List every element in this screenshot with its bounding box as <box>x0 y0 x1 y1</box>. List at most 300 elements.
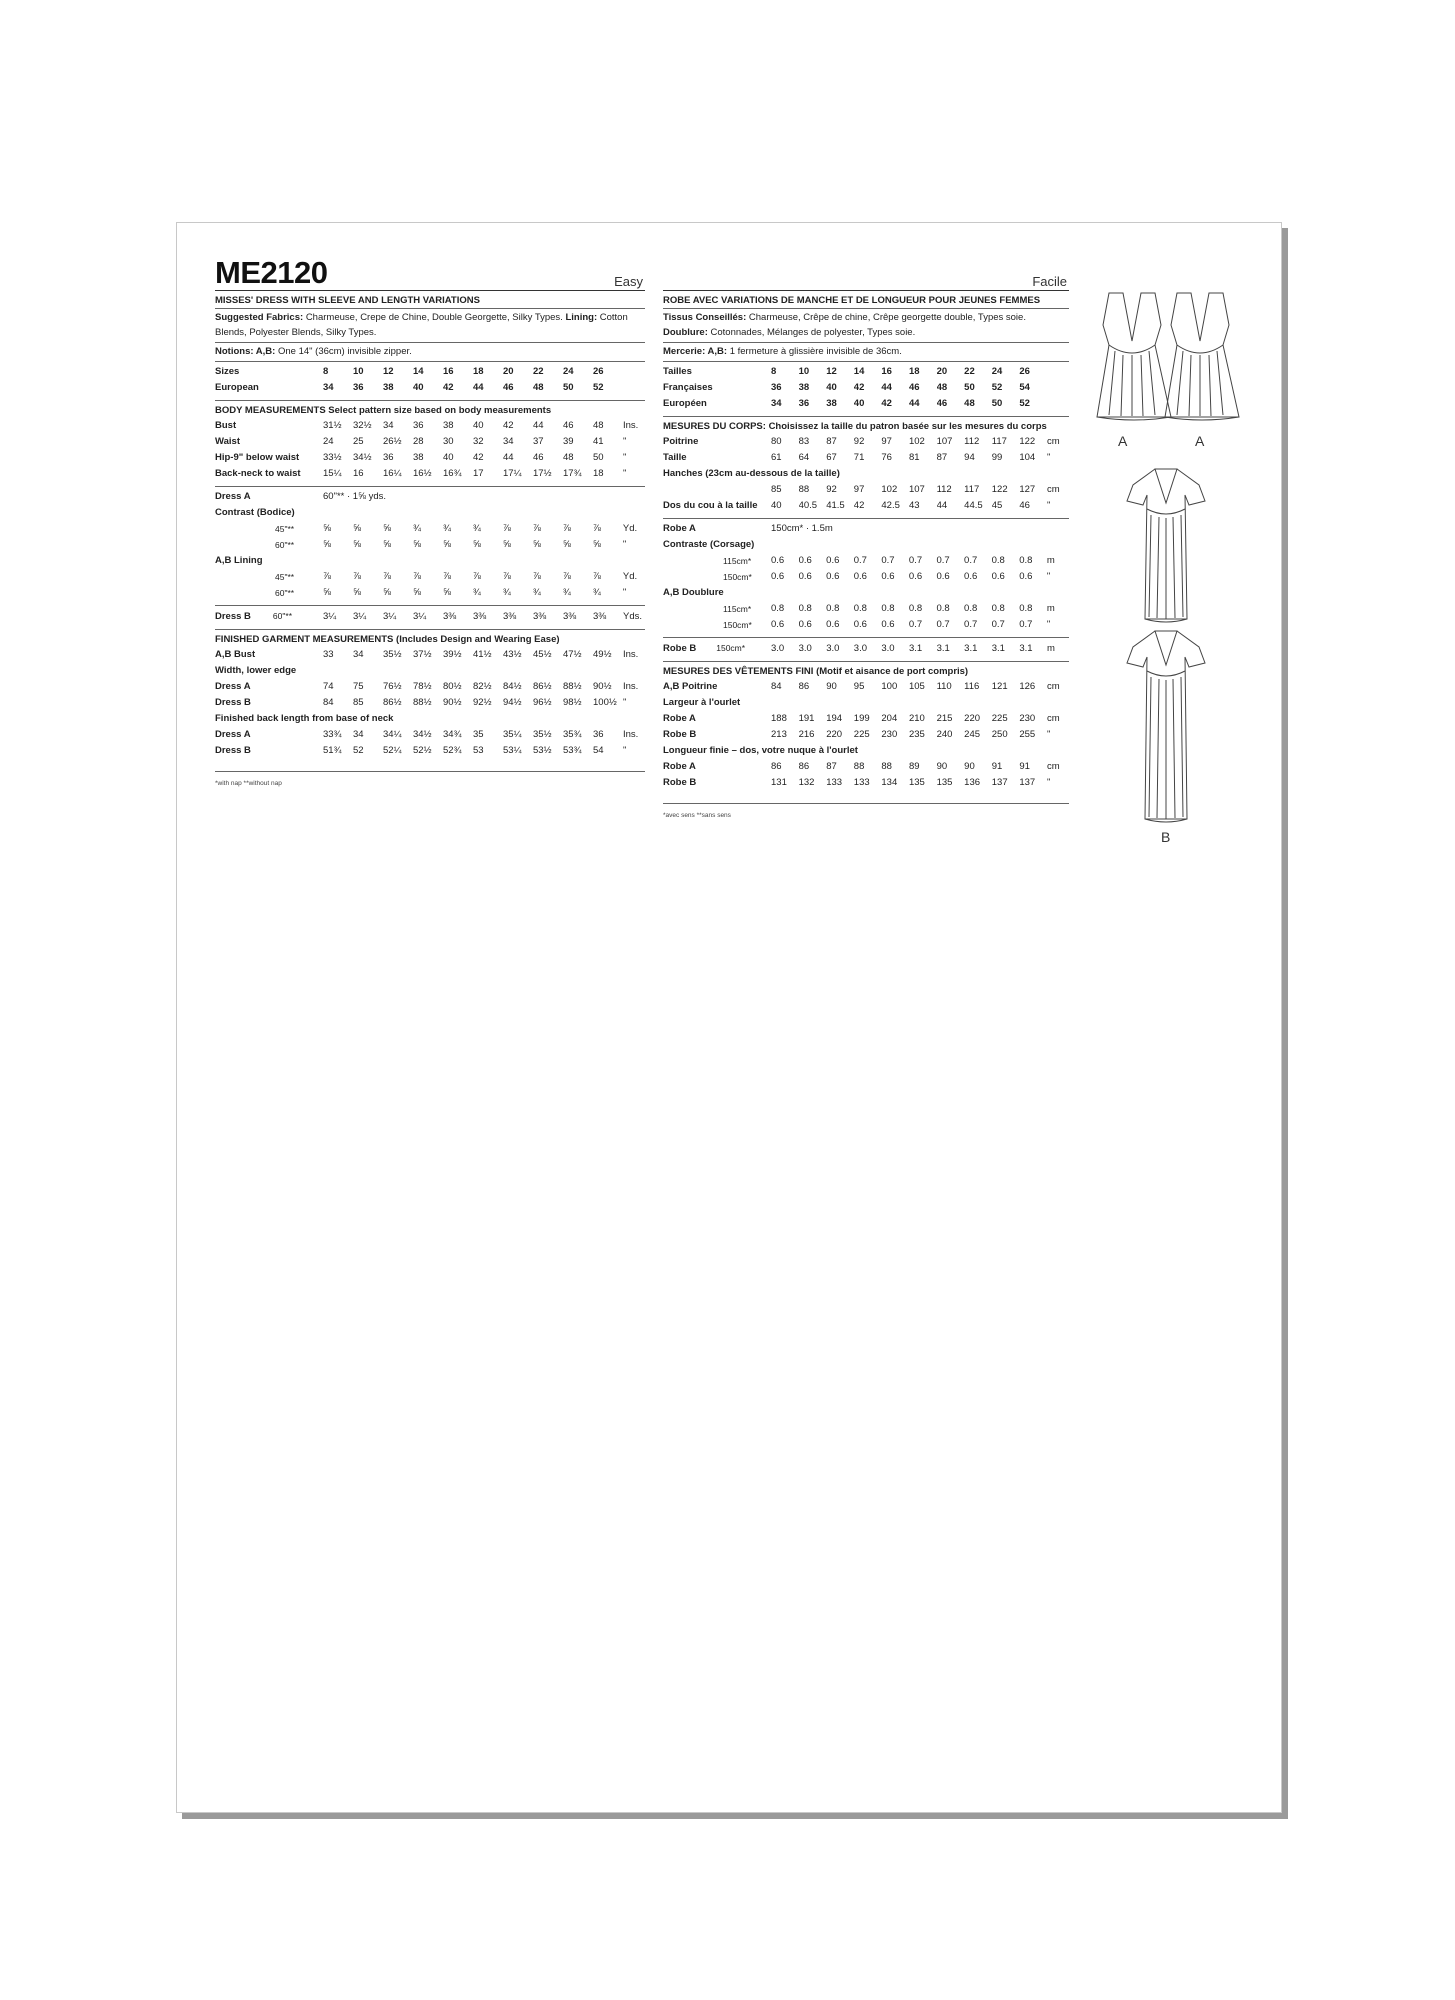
unit-label: " <box>623 745 627 756</box>
cell-value: 230 <box>1019 713 1036 724</box>
cell-value: 194 <box>826 713 843 724</box>
size-value: 36 <box>771 382 782 393</box>
size-row <box>215 380 645 396</box>
cell-value: ⅞ <box>412 571 421 582</box>
row-label <box>663 482 771 498</box>
size-value: 42 <box>443 382 454 393</box>
cell-value: 44 <box>936 500 948 511</box>
unit-label: " <box>623 452 627 463</box>
cell-value: 225 <box>853 729 870 740</box>
cell-value: 41.5 <box>826 500 845 511</box>
en-body-measurements <box>215 401 645 487</box>
table-subheading <box>215 711 645 727</box>
subheading-label: Hanches (23cm au-dessous de la taille) <box>663 468 840 479</box>
size-row <box>663 396 1069 412</box>
cell-value: ⅞ <box>592 523 601 534</box>
table-row <box>663 601 1069 617</box>
cell-value: 67 <box>826 452 837 463</box>
cell-value: 52 <box>353 745 364 756</box>
cell-value: 52¼ <box>383 745 402 756</box>
cell-value: 40 <box>473 420 484 431</box>
cell-value: 44 <box>533 420 544 431</box>
table-row <box>215 434 645 450</box>
row-label-cell <box>215 608 323 625</box>
size-value: 48 <box>964 398 975 409</box>
cell-value: 255 <box>1019 729 1036 740</box>
row-label: Françaises <box>663 382 713 393</box>
en-sizes <box>215 362 645 401</box>
cell-value: 85 <box>771 484 782 495</box>
cell-value: 84½ <box>503 681 522 692</box>
subheading-label: Robe A <box>663 523 696 534</box>
fr-sizes-table <box>663 364 1069 412</box>
unit-label <box>1047 380 1069 396</box>
cell-value: 81 <box>908 452 920 463</box>
cell-value: ⅞ <box>323 571 331 582</box>
size-value: 12 <box>826 366 837 377</box>
cell-value: 64 <box>798 452 810 463</box>
row-label: 45"** <box>275 572 295 582</box>
en-body-table <box>215 418 645 482</box>
size-value: 50 <box>964 382 975 393</box>
en-dress-b <box>215 606 645 630</box>
cell-value: 3⅜ <box>533 610 547 622</box>
cell-value: 215 <box>936 713 953 724</box>
cell-value: 3⅜ <box>473 610 487 622</box>
cell-value: 0.7 <box>936 555 950 566</box>
table-row <box>215 521 645 537</box>
en-yardage <box>215 487 645 606</box>
cell-value: 28 <box>413 436 424 447</box>
unit-label <box>1047 364 1069 380</box>
size-row <box>663 380 1069 396</box>
cell-value: 88 <box>853 761 865 772</box>
cell-value: 43½ <box>503 649 522 660</box>
cell-value: 137 <box>1019 777 1036 788</box>
cell-value: 76½ <box>383 681 402 692</box>
cell-value: 86½ <box>533 681 552 692</box>
cell-value: 3¼ <box>383 610 397 622</box>
cell-value: 75 <box>353 681 364 692</box>
subheading-label: Largeur à l'ourlet <box>663 697 741 708</box>
en-notions <box>215 343 645 362</box>
cell-value: 0.6 <box>798 555 812 566</box>
cell-value: ⅝ <box>562 539 571 550</box>
size-value: 48 <box>936 382 948 393</box>
cell-value: 90½ <box>443 697 462 708</box>
row-label: A,B Bust <box>215 649 256 660</box>
cell-value: 34 <box>383 420 394 431</box>
size-value: 48 <box>533 382 544 393</box>
cell-value: ⅝ <box>472 539 481 550</box>
cell-value: 102 <box>881 484 898 495</box>
table-row <box>215 727 645 743</box>
cell-value: ⅝ <box>412 539 421 550</box>
cell-value: 0.8 <box>1019 555 1033 566</box>
unit-label: Ins. <box>623 681 639 692</box>
en-fabrics <box>215 309 645 343</box>
cell-value: 34 <box>353 649 364 660</box>
cell-value: 122 <box>1019 436 1036 447</box>
cell-value: 88½ <box>563 681 582 692</box>
dress-b-back-sketch <box>1127 631 1205 822</box>
row-label: 60"** <box>275 540 295 550</box>
unit-label <box>623 364 645 380</box>
cell-value: 16¼ <box>383 468 402 479</box>
fr-body-title: MESURES DU CORPS: Choisissez la taille du patron basée sur les mesures du corps <box>663 421 1047 432</box>
size-value: 46 <box>908 382 920 393</box>
unit-label: cm <box>1047 436 1060 447</box>
table-subheading <box>215 663 645 679</box>
cell-value: ⅝ <box>352 539 361 550</box>
cell-value: 0.6 <box>771 619 785 630</box>
table-row <box>215 450 645 466</box>
unit-label: " <box>622 587 627 598</box>
en-finished-table <box>215 647 645 759</box>
table-row <box>663 775 1069 791</box>
cell-value: ⅞ <box>562 571 571 582</box>
cell-value: 32 <box>473 436 484 447</box>
unit-label: Yds. <box>623 610 643 622</box>
cell-value: 80 <box>771 436 782 447</box>
cell-value: ¾ <box>532 587 541 598</box>
cell-value: 35¾ <box>563 729 582 740</box>
cell-value: 94 <box>964 452 975 463</box>
unit-label: " <box>1047 777 1051 788</box>
cell-value: 86 <box>771 761 782 772</box>
cell-value: ¾ <box>472 587 481 598</box>
row-label: Dress B <box>215 611 251 622</box>
unit-label: Ins. <box>623 420 639 431</box>
cell-value: ¾ <box>472 523 481 534</box>
cell-value: 40 <box>443 452 454 463</box>
fr-difficulty-level: Facile <box>1032 274 1067 289</box>
size-value: 16 <box>443 366 454 377</box>
label-a-left: A <box>1118 433 1128 449</box>
cell-value: 42 <box>853 500 865 511</box>
cell-value: ⅞ <box>472 571 481 582</box>
cell-value: 90 <box>826 681 837 692</box>
cell-value: 17½ <box>533 468 552 479</box>
cell-value: 0.6 <box>826 571 840 582</box>
cell-value: 96½ <box>533 697 552 708</box>
cell-value: 3.1 <box>908 642 923 654</box>
fr-header <box>663 256 1069 291</box>
table-row <box>663 553 1069 569</box>
cell-value: 26½ <box>383 436 402 447</box>
cell-value: 90 <box>936 761 948 772</box>
unit-label: " <box>623 697 627 708</box>
fr-notions-text: 1 fermeture à glissière invisible de 36cm. <box>729 346 902 357</box>
table-subheading <box>663 585 1069 601</box>
size-value: 44 <box>881 382 892 393</box>
cell-value: ⅞ <box>502 523 511 534</box>
size-value: 50 <box>991 398 1003 409</box>
cell-value: 0.8 <box>853 603 867 614</box>
row-label: Dress B <box>215 745 251 756</box>
cell-value: 250 <box>991 729 1008 740</box>
cell-value: 18 <box>593 468 604 479</box>
cell-value: 24 <box>323 436 334 447</box>
cell-value: 0.6 <box>798 571 812 582</box>
cell-value: 240 <box>936 729 953 740</box>
cell-value: 45 <box>991 500 1003 511</box>
cell-value: 41½ <box>473 649 492 660</box>
en-bottom-rule <box>215 759 645 772</box>
cell-value: 91 <box>1019 761 1030 772</box>
cell-value: 53 <box>473 745 484 756</box>
cell-value: 0.6 <box>881 571 895 582</box>
size-value: 52 <box>991 382 1003 393</box>
fr-notions-label: Mercerie: A,B: <box>663 346 728 357</box>
subheading-label: Finished back length from base of neck <box>215 713 394 724</box>
pattern-back-sheet <box>176 222 1282 1813</box>
fr-fabrics <box>663 309 1069 343</box>
row-label: Sizes <box>215 366 240 377</box>
unit-label: Yd. <box>622 523 638 534</box>
fr-bottom-rule <box>663 791 1069 804</box>
en-dressb-table <box>215 608 645 625</box>
row-label: 115cm* <box>723 556 752 566</box>
size-value: 34 <box>771 398 782 409</box>
fr-robeb-table <box>663 640 1069 657</box>
cell-value: 35½ <box>383 649 402 660</box>
row-label: Robe A <box>663 713 696 724</box>
cell-value: 0.8 <box>936 603 950 614</box>
row-label: 150cm* <box>723 572 752 582</box>
size-value: 24 <box>563 366 574 377</box>
cell-value: 0.7 <box>964 619 978 630</box>
row-label: Poitrine <box>663 436 699 447</box>
cell-value: ⅝ <box>323 523 331 534</box>
fr-finished-table <box>663 679 1069 791</box>
cell-value: ¾ <box>502 587 511 598</box>
size-value: 18 <box>473 366 484 377</box>
size-value: 40 <box>413 382 424 393</box>
cell-value: 92½ <box>473 697 492 708</box>
row-label-cell <box>663 640 771 657</box>
cell-value: 87 <box>826 436 837 447</box>
row-label: Robe B <box>663 729 697 740</box>
size-value: 42 <box>881 398 892 409</box>
cell-value: ⅞ <box>382 571 391 582</box>
dress-a-front-sketch <box>1165 293 1239 420</box>
subheading-label: Contraste (Corsage) <box>663 539 755 550</box>
size-value: 20 <box>936 366 948 377</box>
cell-value: 0.7 <box>936 619 950 630</box>
size-row <box>663 364 1069 380</box>
row-label: European <box>215 382 259 393</box>
size-value: 10 <box>798 366 810 377</box>
cell-value: 136 <box>964 777 981 788</box>
fr-body-measurements <box>663 417 1069 519</box>
cell-value: ⅞ <box>442 571 451 582</box>
unit-label <box>623 380 645 396</box>
table-row <box>663 617 1069 633</box>
cell-value: 47½ <box>563 649 582 660</box>
cell-value: 3.0 <box>771 642 785 654</box>
unit-label: " <box>1046 619 1051 630</box>
size-value: 40 <box>853 398 865 409</box>
cell-value: 46 <box>563 420 574 431</box>
subheading-label: Longueur finie – dos, votre nuque à l'ourlet <box>663 745 858 756</box>
garment-illustrations <box>1087 289 1267 849</box>
cell-value: 0.6 <box>991 571 1005 582</box>
cell-value: 41 <box>593 436 604 447</box>
cell-value: 0.8 <box>771 603 785 614</box>
unit-label: " <box>1046 571 1051 582</box>
cell-value: 135 <box>936 777 953 788</box>
cell-value: 105 <box>908 681 925 692</box>
cell-value: 53¾ <box>563 745 582 756</box>
cell-value: ⅝ <box>382 539 391 550</box>
cell-value: 86 <box>798 761 810 772</box>
cell-value: 0.8 <box>881 603 895 614</box>
cell-value: 107 <box>908 484 925 495</box>
unit-label: cm <box>1047 713 1060 724</box>
cell-value: 38 <box>443 420 454 431</box>
cell-value: 0.6 <box>826 555 840 566</box>
size-value: 24 <box>991 366 1003 377</box>
size-value: 22 <box>964 366 975 377</box>
cell-value: 34 <box>353 729 364 740</box>
subheading-label: Dress A <box>215 491 251 502</box>
fr-yardage <box>663 519 1069 638</box>
fr-fabrics-label: Tissus Conseillés: <box>663 312 747 323</box>
cell-value: 0.6 <box>881 619 895 630</box>
table-row <box>663 450 1069 466</box>
cell-value: 43 <box>908 500 920 511</box>
cell-value: 88 <box>881 761 892 772</box>
cell-value: 46 <box>533 452 544 463</box>
cell-value: 137 <box>991 777 1008 788</box>
cell-value: 133 <box>826 777 843 788</box>
cell-value: 36 <box>413 420 424 431</box>
english-column <box>215 256 645 787</box>
dress-b-front-sketch <box>1127 469 1205 622</box>
subheading-value: 150cm* · 1.5m <box>771 523 833 534</box>
table-subheading <box>215 553 645 569</box>
cell-value: 37½ <box>413 649 432 660</box>
table-subheading <box>663 695 1069 711</box>
fr-yardage-table <box>663 521 1069 633</box>
size-value: 36 <box>798 398 810 409</box>
cell-value: 42.5 <box>881 500 900 511</box>
size-value: 14 <box>413 366 424 377</box>
size-value: 50 <box>563 382 574 393</box>
cell-value: 133 <box>853 777 870 788</box>
size-value: 44 <box>908 398 920 409</box>
table-row <box>215 585 645 601</box>
cell-value: 0.7 <box>853 555 867 566</box>
cell-value: 35¼ <box>503 729 522 740</box>
cell-value: 39 <box>563 436 574 447</box>
size-value: 46 <box>936 398 948 409</box>
size-value: 36 <box>353 382 364 393</box>
unit-label: m <box>1046 555 1055 566</box>
cell-value: 42 <box>503 420 514 431</box>
cell-value: 25 <box>353 436 364 447</box>
label-a-right: A <box>1195 433 1205 449</box>
cell-value: 0.8 <box>964 603 978 614</box>
cell-value: 0.6 <box>798 619 812 630</box>
cell-value: 126 <box>1019 681 1036 692</box>
size-value: 40 <box>826 382 837 393</box>
size-value: 38 <box>798 382 810 393</box>
size-value: 16 <box>881 366 892 377</box>
size-value: 52 <box>1019 398 1030 409</box>
row-label: Dress A <box>215 729 251 740</box>
cell-value: 0.6 <box>853 571 867 582</box>
cell-value: 97 <box>881 436 892 447</box>
unit-label: m <box>1047 642 1055 654</box>
cell-value: 94½ <box>503 697 522 708</box>
cell-value: 3¼ <box>353 610 367 622</box>
label-b: B <box>1161 829 1171 845</box>
cell-value: 3⅜ <box>443 610 457 622</box>
subheading-label: A,B Lining <box>215 555 263 566</box>
cell-value: 36 <box>383 452 394 463</box>
cell-value: 33 <box>323 649 334 660</box>
cell-value: 48 <box>593 420 604 431</box>
cell-value: 0.8 <box>991 603 1005 614</box>
cell-value: 32½ <box>353 420 372 431</box>
row-label: Taille <box>663 452 687 463</box>
cell-value: 0.8 <box>826 603 840 614</box>
cell-value: 85 <box>353 697 364 708</box>
table-subheading <box>663 521 1069 537</box>
cell-value: ⅞ <box>502 571 511 582</box>
table-row <box>215 608 645 625</box>
cell-value: 84 <box>771 681 782 692</box>
unit-label: cm <box>1047 484 1060 495</box>
cell-value: ⅝ <box>323 539 331 550</box>
cell-value: ⅞ <box>562 523 571 534</box>
cell-value: 3.0 <box>853 642 867 654</box>
cell-value: ⅝ <box>352 587 361 598</box>
cell-value: 134 <box>881 777 898 788</box>
cell-value: 0.7 <box>1019 619 1033 630</box>
cell-value: 15¼ <box>323 468 342 479</box>
french-column <box>663 256 1069 819</box>
cell-value: 38 <box>413 452 424 463</box>
cell-value: 3.1 <box>991 642 1005 654</box>
cell-value: 102 <box>908 436 925 447</box>
cell-value: 91 <box>991 761 1003 772</box>
cell-value: 3⅜ <box>593 610 607 622</box>
cell-value: 92 <box>826 484 837 495</box>
cell-value: 0.6 <box>1019 571 1033 582</box>
table-subheading <box>663 743 1069 759</box>
cell-value: 53¼ <box>503 745 522 756</box>
cell-value: 0.8 <box>991 555 1005 566</box>
cell-value: 0.6 <box>771 571 785 582</box>
fabrics-text: Charmeuse, Crepe de Chine, Double Georgette, Silky Types. <box>305 312 563 323</box>
cell-value: 87 <box>826 761 837 772</box>
cell-value: 34¾ <box>443 729 462 740</box>
cell-value: 40.5 <box>798 500 818 511</box>
unit-label: Ins. <box>623 729 639 740</box>
cell-value: 3.1 <box>1019 642 1033 654</box>
cell-value: 88 <box>798 484 810 495</box>
unit-label: " <box>1047 452 1051 463</box>
cell-value: ⅝ <box>502 539 511 550</box>
cell-value: ⅝ <box>382 523 391 534</box>
cell-value: 3.1 <box>936 642 950 654</box>
cell-value: 89 <box>908 761 920 772</box>
fr-title: ROBE AVEC VARIATIONS DE MANCHE ET DE LONGUEUR POUR JEUNES FEMMES <box>663 294 1069 309</box>
difficulty-level: Easy <box>614 274 643 289</box>
